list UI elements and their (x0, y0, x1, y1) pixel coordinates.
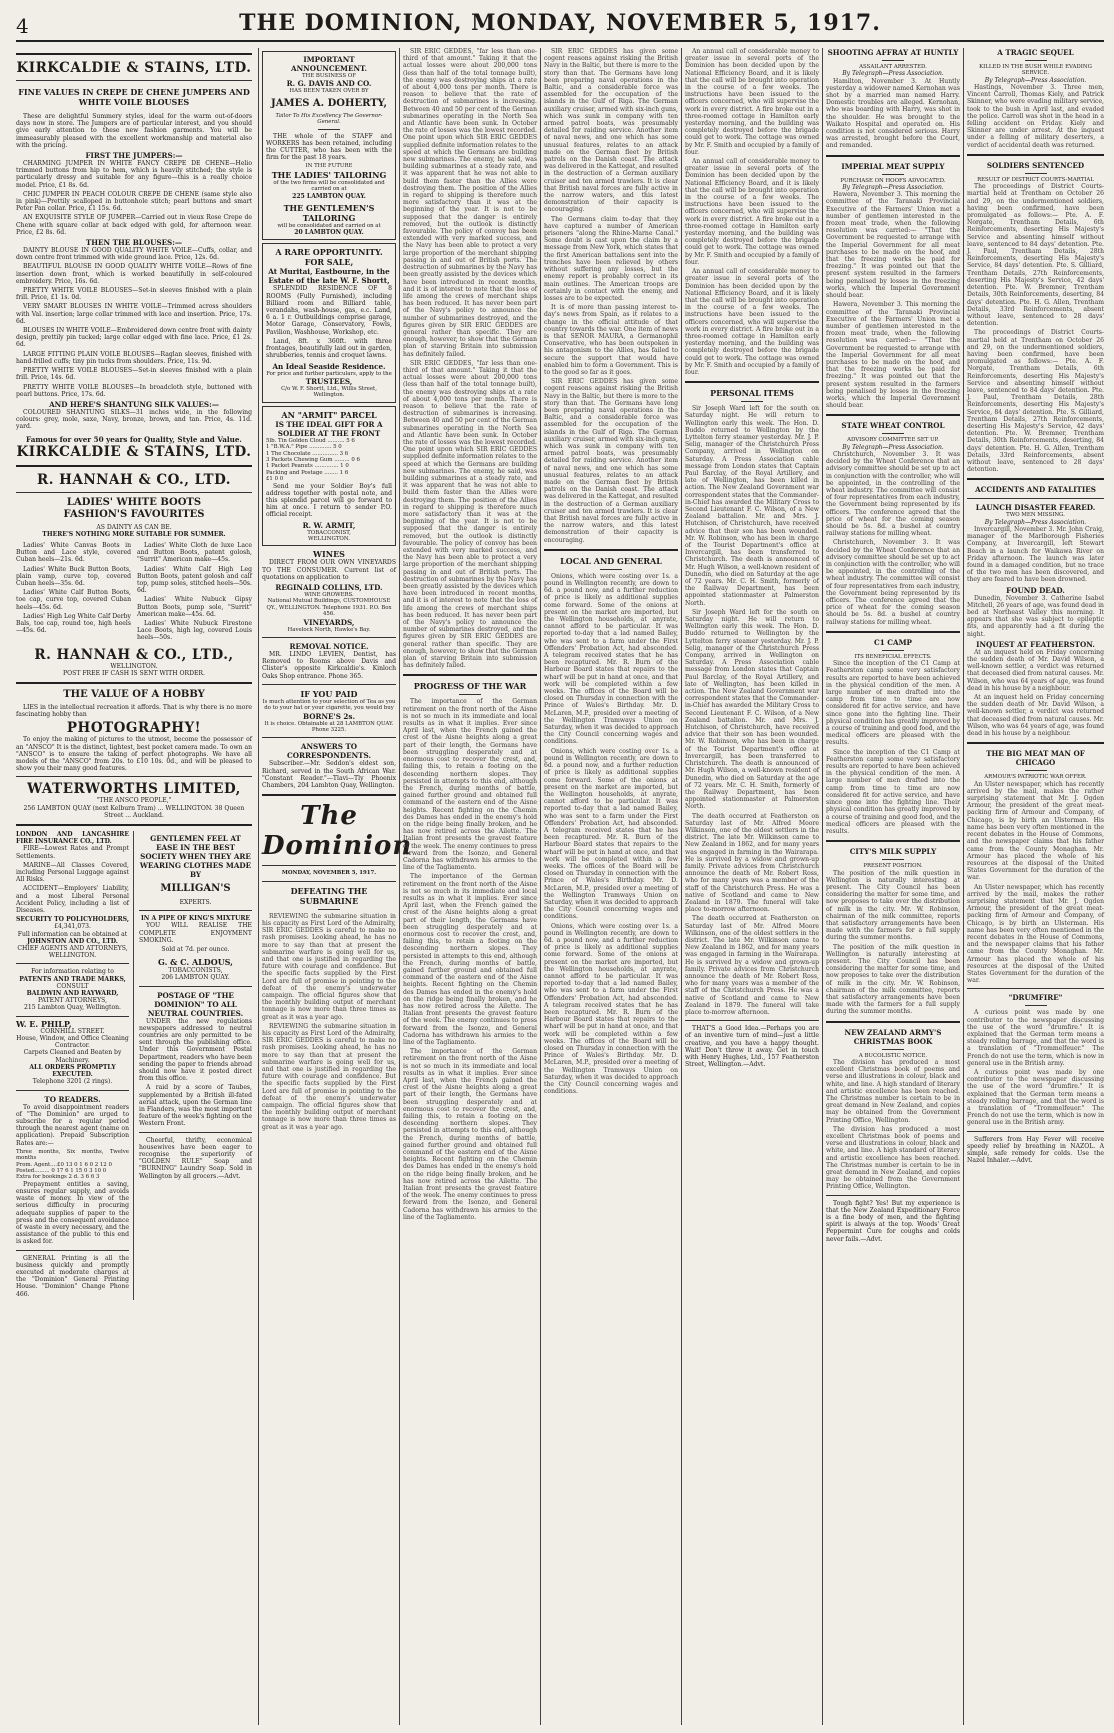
ad-line: National Mutual Buildings, CUSTOMHOUSE QY., WELLINGTON. Telephone 1931. P.O. Box 456. (266, 598, 392, 618)
ad-line: Is much attention to your selection of Tea as you do to your hat or your cigarette, you would buy (262, 698, 396, 712)
editorial-title: DEFEATING THE SUBMARINE (290, 885, 368, 906)
editorial-text: The Germans claim to-day that they have captured a number of American prisoners "along the Rhine-Marne Canal." Some doubt is cast upon the claim by a message from New York, which states that the first American battalions sent into the trenches have been relieved by others without suffering any losses, but the enemy report is probably correct in its main outlines. The American troops are certainly in contact with the enemy, and losses are to be expected. (544, 215, 678, 302)
readers-title: TO READERS. (44, 1094, 101, 1104)
column-rule (963, 48, 964, 1725)
ad-line: THE GENTLEMEN'S TAILORING (283, 202, 375, 223)
news-subtitle: PRESENT POSITION. (863, 863, 923, 870)
news-subtitle: ASSAILANT ARRESTED. (859, 64, 927, 70)
ad-line: 20 LAMBTON QUAY. (294, 229, 364, 237)
ad-waterworths-title: WATERWORTHS LIMITED, (27, 781, 241, 798)
news-subtitle: PURCHASE ON HOOFS ADVOCATED. (840, 177, 946, 184)
ad-item: Ladies' White Nubuck Firestone Lace Boots, high leg, covered Louis heels—50s. (137, 619, 252, 642)
advt-text: Sufferers from Hay Fever will receive speedy relief by breathing in NAZOL. A simple, safe remedy for colds. Use the Nazol Inhaler.—Advt. (967, 1135, 1104, 1165)
ad-line: Tailor To His Excellency The Governor-General. (275, 112, 383, 126)
ad-item: ALL ORDERS PROMPTLY EXECUTED. (29, 1063, 116, 1079)
correspondents-title: ANSWERS TO CORRESPONDENTS. (287, 742, 371, 761)
ad-hannah-footer: R. HANNAH & CO., LTD., (34, 646, 234, 663)
ad-hannah-line: AS DAINTY AS CAN BE. (96, 523, 172, 531)
ad-item: 1 Packet Peanuts .............. 1 0 (266, 463, 349, 470)
news-text: Hawera, November 3. This morning the committee of the Taranaki Provincial Executive of the Farmers' Union met a number of gentlemen interested in the frozen meat trade, when the following resolution was carried:— "That the Government be requested to arrange with the Imperial Government for all meat purchases to be made on the hoof, and that the freezing works be paid for freezing." It was pointed out that the present system resulted in the farmers being penalised by losses in the freezing works, which the Imperial Government should bear. (826, 191, 960, 300)
news-text: Hamilton, November 3. At Huntly yesterday a widower named Kernohan was shot by a married man named Harry. Domestic troubles are alleged. Kernohan, who was boarding with Harry, was shot in the shoulder. He was brought to the Waikato Hospital and operated on. His condition is not considered serious. Harry was arrested, brought before the Court, and remanded. (826, 77, 960, 150)
ad-line: R. G. DAVIS AND CO. (286, 79, 372, 89)
news-byline: By Telegraph—Press Association. (984, 518, 1087, 526)
news-byline: By Telegraph—Press Association. (842, 70, 944, 78)
ad-hobby-text: To enjoy the making of pictures to the utmost, become the possessor of an "ANSCO" It is the distinct, lightest, best pocket camera made. To own an "ANSCO" is to ensure the taking of perfect photographs. We have all models of the "ANSCO" from 20s. to £10 10s. 0d., and will be pleased to show you their many good features. (16, 736, 252, 773)
column-rule (822, 48, 823, 1725)
news-text: Christchurch, November 3. It was decided by the Wheat Conference that an advisory committee should be set up to act in conjunction with the controller, who will be appointed, in the controlling of the wheat industry. The committee will consist of four representatives from each industry, the Government being represented by its officers. The conference agreed that the price of wheat for the coming season should be 5s. 8d. a bushel at country railway stations for milling wheat. (826, 450, 960, 538)
xmas-title: NEW ZEALAND ARMY'S CHRISTMAS BOOK (844, 1027, 942, 1046)
personal-text: The death occurred at Featherston on Saturday last of Mr. Alfred Moore Wilkinson, one of the oldest settlers in the district. The late Mr. Wilkinson came to New Zealand in 1862, and for many years was engaged in farming in the Wairarapa. He is survived by a widow and grown-up family. Private advices from Christchurch announce the death of Mr. Robert Ross, who for many years was a member of the staff of the Christchurch Press. He was a native of Scotland and came to New Zealand in 1879. The funeral will take place to-morrow afternoon. (685, 915, 819, 1016)
ad-hannah-post: POST FREE IF CASH IS SENT WITH ORDER. (63, 669, 205, 677)
local-text: Onions, which were costing over 1s. a pound in Wellington recently, are down to 6d. a pound now, and a further reduction of price is likely as additional supplies come forward. Some of the onions at present on the market are imported, but the Wellington households, at anyrate, cannot afford to be particular. It was reported to-day that a lad named Bailey, who was sent to a farm under the First Offenders' Probation Act, had absconded. A telegram received states that he has been recaptured. Mr. R. Burn of the Harbour Board states that repairs to the wharf will be put in hand at once, and that work will be completed within a few weeks. The offices of the Board will be closed on Thursday in connection with the Prince of Wales's Birthday. Mr. D. McLaren, M.P., presided over a meeting of the Wellington Tramways Union on Saturday, when it was decided to approach the City Council concerning wages and conditions. (544, 572, 678, 746)
ad-text: SPLENDID RESIDENCE OF 8 ROOMS (Fully Furnished), including Billiard room and Billiard table, verandahs, wash-house, gas, e.c. Land, 6 a. 1 r. Outbuildings comprise garage, Motor Garage, Conservatory, Fowls, Pavilion, Washhouse, Workshop, etc. (266, 285, 392, 336)
milk-title: CITY'S MILK SUPPLY (849, 847, 937, 857)
ad-line: REGINALD COLLINS, LTD. (275, 583, 383, 592)
ad-item: DAINTY BLOUSE IN GOOD QUALITY WHITE VOILE—Cuffs, collar, and down centre front trimmed with wide ground lace. Price, 12s. 6d. (16, 247, 252, 262)
advt-text: THAT'S a Good Idea.—Perhaps you are of an inventive turn of mind—just a little creative, and you have a happy thought. Wait! Don't throw it away. Get in touch with Henry Hughes, Ltd., 157 Featherston Street, Wellington.—Advt. (685, 1025, 819, 1069)
ad-hannah-subtitle: FASHION'S FAVOURITES (63, 508, 205, 520)
news-subtitle: INQUEST AT FEATHERSTON. (976, 639, 1095, 649)
news-text: Christchurch, November 3. It was decided by the Wheat Conference that an advisory committee should be set up to act in conjunction with the controller, who will be appointed, in the controlling of the wheat industry. The committee will consist of four representatives from each industry, the Government being represented by its officers. The conference agreed that the price of wheat for the coming season should be 5s. 8d. a bushel at country railway stations for milling wheat. (826, 539, 960, 626)
editorial-text: SIR ERIC GEDDES has given some cogent reasons against risking the British Navy in the Baltic, but there is more to the story than that. The Germans have long been preparing naval operations in the Baltic, and a considerable force was assembled for the occupation of the islands in the Gulf of Riga. The German auxiliary cruiser, armed with six-inch guns, which was sunk in company with ten armed patrol boats, was presumably detailed for raiding service. Another item of naval news, and one which has some unusual features, relates to an attack made on the German fleet by British patrols on the Danish coast. The attack was delivered in the Kattegat, and resulted in the destruction of a German auxiliary cruiser and ten armed trawlers. It is clear that British naval forces are fully active in the narrow waters, and this latest demonstration of their capacity is encouraging. (544, 378, 678, 544)
column-3 (403, 48, 537, 1725)
news-subtitle: ARMOUR'S PATRIOTIC WAR OFFER. (984, 774, 1087, 781)
news-subtitle: RESULT OF DISTRICT COURTS-MARTIAL (977, 176, 1094, 183)
ad-title: REMOVAL NOTICE. (289, 642, 369, 652)
ad-waterworths-sub: "THE ANSCO PEOPLE," (96, 797, 172, 805)
ad-line: TRUSTEES, (305, 376, 353, 386)
chicago-title: THE BIG MEAT MAN OF CHICAGO (986, 749, 1085, 768)
ad-hannah-city: WELLINGTON. (110, 662, 158, 670)
ad-item: Full information can be obtained at (17, 930, 128, 938)
ad-line: will be consolidated and carried on at (277, 222, 381, 229)
ad-philp-title: W. E. PHILP, (16, 1018, 72, 1029)
ad-item: PATENTS AND TRADE MARKS, (19, 975, 126, 983)
news-byline: By Telegraph—Press Association. (842, 443, 944, 451)
news-subtitle: ITS BENEFICIAL EFFECTS. (854, 653, 932, 660)
ad-line: It is choice. Obtainable at 28 LAMBTON QUAY. Phone 3225. (264, 720, 394, 734)
ad-item: Ladies' White Nubuck Gipsy Button Boots, pump sole, "Surrit" American make—45s. 6d. (137, 596, 252, 618)
news-text: Invercargill, November 3. Mr. John Craig, manager of the Marlborough Fisheries Company, at Invercargill, left Stewart Beach in a launch for Waikawa River on Friday afternoon. The launch was later found in a damaged condition, but no trace of the two men has been discovered, and they are feared to have been drowned. (967, 525, 1104, 584)
ad-kirkcaldie-title: KIRKCALDIE & STAINS, LTD. (16, 60, 252, 76)
ad-text: MR. LINDO LEVIEN, Dentist, has Removed to Rooms above Davis and Clister's opposite Kirkcaldie's. Kinloch Oaks Shop entrance. Phone 365. (262, 651, 396, 680)
ad-line: R. W. ARMIT, (302, 520, 356, 530)
news-text: The proceedings of District Courts-martial held at Trentham on October 26 and 29, on the undermentioned soldiers, having been confirmed, have been promulgated as follows:— Pte. A. F. Norgate, Trentham Details, 6th Reinforcements, deserting His Majesty's Service and absenting himself without leave, sentenced to 84 days' detention. Pte. J. Paul, Trentham Details, 28th Reinforcements, deserting His Majesty's Service, 84 days' detention. Pte. S. Gilliard, Trentham Details, 27th Reinforcements, deserting His Majesty's Service, 42 days' detention. Pte. W. Bremner, Trentham Details, 30th Reinforcements, deserting, 84 days' detention. Pte. H. G. Allen, Trentham Details, 33rd Reinforcements, absent without leave, sentenced to 28 days' detention. (967, 183, 1104, 328)
war-text: The importance of the German retirement on the front north of the Aisne is not so much in its immediate and local results as in what it implies. Ever since April last, when the French gained the crest of the Aisne heights along a great part of their length, the Germans have been struggling desperately and at enormous cost to recover the crest, and, failing this, to retain a footing on the descending northern slopes. They persisted in attempts to this end, although the French, during months of battle, gained further ground and obtained full command of the eastern end of the Aisne heights. Recent fighting on the Chemin des Dames has ended in the enemy's hold on the ridge being finally broken, and he has now retired across the Ailette. The Italian front presents the gravest feature of the week. The enemy continues to press forward from the Isonzo, and General Cadorna has withdrawn his armies to the line of the Tagliamento. (403, 1048, 537, 1221)
meat-title: IMPERIAL MEAT SUPPLY (841, 161, 945, 171)
accidents-title: ACCIDENTS AND FATALITIES (975, 485, 1096, 495)
ad-line: HAS BEEN TAKEN OVER BY (289, 88, 369, 95)
personal-title: PERSONAL ITEMS (710, 388, 794, 399)
news-byline: By Telegraph—Press Association. (984, 76, 1087, 84)
ad-kirkcaldie-subtitle: FINE VALUES IN CREPE DE CHENE JUMPERS AND WHITE VOILE BLOUSES (18, 87, 250, 107)
ad-title: A RARE OPPORTUNITY. (275, 247, 383, 258)
ad-line: IN THE FUTURE (305, 163, 353, 170)
tragic-title: A TRAGIC SEQUEL (997, 48, 1074, 57)
war-text: The importance of the German retirement on the front north of the Aisne is not so much in its immediate and local results as in what it implies. Ever since April last, when the French gained the crest of the Aisne heights along a great part of their length, the Germans have been struggling desperately and at enormous cost to recover the crest, and, failing this, to retain a footing on the descending northern slopes. They persisted in attempts to this end, although the French, during months of battle, gained further ground and obtained full command of the eastern end of the Aisne heights. Recent fighting on the Chemin des Dames has ended in the enemy's hold on the ridge being finally broken, and he has now retired across the Ailette. The Italian front presents the gravest feature of the week. The enemy continues to press forward from the Isonzo, and General Cadorna has withdrawn his armies to the line of the Tagliamento. (403, 698, 537, 872)
news-text: An Ulster newspaper, which has recently arrived by the mail, makes the rather surprising statement that Mr. J. Ogden Armour, the president of the great meat-packing firm of Armour and Company, of Chicago, is by birth an Ulsterman. His name has been very often mentioned in the recent debates in the House of Commons, and the newspaper claims that his father came from the County Monaghan. Mr. Armour has placed the whole of his resources at the disposal of the United States Government for the duration of the war. (967, 883, 1104, 985)
general-printing: GENERAL Printing is all the business quickly and promptly executed at moderate charges at the "Dominion" General Printing House. "Dominion" Change Phone 466. (16, 1254, 129, 1298)
masthead-title: THE DOMINION, MONDAY, NOVEMBER 5, 1917. (239, 10, 881, 36)
column-rule (681, 48, 682, 1725)
camp-title: C1 CAMP (874, 637, 912, 647)
ad-line: THE BUSINESS OF (301, 73, 357, 79)
ad-item: ACCIDENT—Employers' Liability, and a most Liberal Personal Accident Policy, including a list of Diseases. (16, 885, 129, 915)
ad-title: AN "ARMIT" PARCEL (281, 409, 377, 420)
editorial-date: MONDAY, NOVEMBER 5, 1917. (281, 870, 377, 877)
ad-kirkcaldie-heading: AND HERE'S SHANTUNG SILK VALUES:— (49, 399, 219, 409)
news-subtitle: FOUND DEAD. (1006, 585, 1065, 595)
ad-text: DIRECT FROM OUR OWN VINEYARDS TO THE CONSUMER. Current list of quotations on application to (262, 559, 396, 581)
ad-hannah-list (16, 542, 252, 644)
ad-line: TOBACCONIST, (307, 529, 351, 536)
ad-line: WELLINGTON. (308, 535, 350, 542)
personal-text: Sir Joseph Ward left for the south on Saturday night. He will return to Wellington early this week. The Hon. D. Buddo returned to Wellington by the Lyttelton ferry steamer yesterday. Mr. J. P. Selig, manager of the Christchurch Press Company, arrived in Wellington on Saturday. A Press Association cable message from London states that Captain Paul Barclay, of the Royal Artillery, and late of Wellington, has been killed in action. The New Zealand Government war correspondent states that the Commander-in-Chief has awarded the Military Cross to Second Lieutenant F. C. Wilson, of a New Zealand battalion. Mr. and Mrs. J. Hutchison, of Christchurch, have received advice that their son has been wounded. Mr. W. Robinson, who has been in charge of the Tourist Department's office at Invercargill, has been transferred to Christchurch. The death is announced of Mr. Hugh Wilson, a well-known resident of Dunedin, who died on Saturday at the age of 72 years. Mr. C. H. Smith, formerly of the Railway Department, has been appointed stationmaster at Palmerston North. (685, 608, 819, 811)
ad-line: C/o W. F. Shortt, Ltd., Willis Street, Wellington. (281, 385, 377, 399)
local-text: An annual call of considerable money to greater issue in several ports of the Dominion has been decided upon by the National Efficiency Board, and it is likely that the call will be brought into operation in the course of a few weeks. The instructions have been issued to the officers concerned, who will supervise the work in every district. A fire broke out in a three-roomed cottage in Hamilton early yesterday morning, and the building was completely destroyed before the brigade could get to work. The cottage was owned by Mr. F. Smith and occupied by a family of four. (685, 158, 819, 266)
ad-item: BEAUTIFUL BLOUSE IN GOOD QUALITY WHITE VOILE—Rows of fine insertion down front, which is worked beautifully in self-coloured embroidery. Price, 16s. 6d. (16, 263, 252, 285)
rates-row: Extra for bookings 2 d. 3 6 6 3 (16, 1174, 100, 1181)
ad-item: LARGE FITTING PLAIN VOILE BLOUSES—Raglan sleeves, finished with hand-frilled cuffs; tiny pin tucks from shoulders. Price, 11s. 9d. (16, 350, 252, 365)
column-rule (540, 48, 541, 1725)
ad-text: Send me your Soldier Boy's full address together with postal note, and this splendid parcel will go forward to him at once. I return to sender P.O. official receipt. (266, 482, 392, 519)
editorial-text: SIR ERIC GEDDES, "far less than one-third of that amount." Taking it that the actual losses were about 200,000 tons (less than half of the total tonnage built), the enemy was destroying ships at a rate of about 4,000 tons per month. There is reason to believe that the rate of destruction of submarines is increasing. Between 40 and 50 per cent of the German submarines operating in the North Sea and Atlantic have been sunk. In October the rate of losses was the lowest recorded. One point upon which SIR ERIC GEDDES supplied definite information relates to the speed at which the Germans are building new submarines. The enemy, he said, was building submarines at a steady rate, and it was apparent that he was not able to build them faster than the Allies were destroying them. The position of the Allies in regard to shipping is therefore much more satisfactory than it was at the beginning of the year. It is not to be supposed that the danger is entirely removed, but the outlook is distinctly favourable. The policy of convoy has been extended with very marked success, and the Navy has been able to protect a very large proportion of the merchant shipping passing in and out of British ports. The destruction of submarines by the Navy has been greatly assisted by the devices which have been introduced in recent months, and it is of interest to note that the loss of life among the crews of merchant ships has been reduced. It has never been part of the Navy's policy to announce the number of submarines destroyed, and the figures given by SIR ERIC GEDDES are general rather than specific. They are enough, however, to show that the German plan of starving Britain into submission has definitely failed. (403, 359, 537, 670)
local-text: An annual call of considerable money to greater issue in several ports of the Dominion has been decided upon by the National Efficiency Board, and it is likely that the call will be brought into operation in the course of a few weeks. The instructions have been issued to the officers concerned, who will supervise the work in every district. A fire broke out in a three-roomed cottage in Hamilton early yesterday morning, and the building was completely destroyed before the brigade could get to work. The cottage was owned by Mr. F. Smith and occupied by a family of four. (685, 48, 819, 156)
ad-kirkcaldie-footer: KIRKCALDIE & STAINS, LTD. (16, 443, 252, 460)
ad-kirkcaldie-heading: FIRST THE JUMPERS:— (85, 151, 183, 161)
column-rule (258, 48, 259, 1725)
editorial-text: REVIEWING the submarine situation in his capacity as First Lord of the Admiralty, SIR ERIC GEDDES is careful to make no rash promises. Looking ahead, he has no more to say than that at present the submarine warfare is going well for us, and that one is justified in regarding the future with courage and confidence. But the specific facts supplied by the First Lord are full of promise in pointing to the defeat of the enemy's underwater campaign. The official figures show that the monthly building output of merchant tonnage is now more than three times as great as it was a year ago. (262, 912, 396, 1021)
ad-insurance-title: LONDON AND LANCASHIRE FIRE INSURANCE CO., LTD. (16, 831, 129, 846)
ad-item: Ladies' White Calf Button Boots, toe cap, curve top, covered Cuban heels—45s. 6d. (16, 589, 131, 611)
column-5 (685, 48, 819, 1725)
ad-item: BALDWIN AND RAYWARD, (26, 990, 119, 998)
ad-armit (262, 406, 396, 547)
ad-hannah-subtitle: LADIES' WHITE BOOTS (66, 496, 202, 508)
news-text: An Ulster newspaper, which has recently arrived by the mail, makes the rather surprising statement that Mr. J. Ogden Armour, the president of the great meat-packing firm of Armour and Company, of Chicago, is by birth an Ulsterman. His name has been very often mentioned in the recent debates in the House of Commons, and the newspaper claims that his father came from the County Monaghan. Mr. Armour has placed the whole of his resources at the disposal of the United States Government for the duration of the war. (967, 780, 1104, 882)
news-text: Since the inception of the C1 Camp at Featherston camp some very satisfactory results are reported to have been achieved in the physical condition of the men. A large number of men drafted into the camp from time to time are now considered fit for active service, and have since gone into the fighting line. Their physical condition has greatly improved by a course of training and good food, and the medical officers are pleased with the results. (826, 660, 960, 747)
local-title: LOCAL AND GENERAL (560, 555, 662, 566)
ad-item: MARINE—All Classes Covered, including Personal Luggage against All Risks. (16, 861, 129, 884)
advt-text: Tough fight? Yes! But my experience is that the New Zealand Expeditionary Force is a fine body of men, and the fighting spirit is always at the top. Woods' Great Peppermint Cure for coughs and colds never fails.—Advt. (826, 1199, 960, 1243)
ad-item: CHIEF AGENTS AND ATTORNEYS, (17, 945, 128, 953)
ad-line: IS THE IDEAL GIFT FOR A SOLDIER AT THE FRONT (275, 419, 383, 438)
ad-item: Ladies' White Calf High Leg Button Boots, patent golosh and calf top, pump soles, stitched heels—50s. 6d. (137, 565, 252, 595)
ad-item: PRETTY WHITE VOILE BLOUSES—In broadcloth style, buttoned with pearl buttons. Price, 17s. 6d. (16, 383, 252, 398)
editorial-text: SIR ERIC GEDDES, "far less than one-third of that amount." Taking it that the actual losses were about 200,000 tons (less than half of the total tonnage built), the enemy was destroying ships at a rate of about 4,000 tons per month. There is reason to believe that the rate of destruction of submarines is increasing. Between 40 and 50 per cent of the German submarines operating in the North Sea and Atlantic have been sunk. In October the rate of losses was the lowest recorded. One point upon which SIR ERIC GEDDES supplied definite information relates to the speed at which the Germans are building new submarines. The enemy, he said, was building submarines at a steady rate, and it was apparent that he was not able to build them faster than the Allies were destroying them. The position of the Allies in regard to shipping is therefore much more satisfactory than it was at the beginning of the year. It is not to be supposed that the danger is entirely removed, but the outlook is distinctly favourable. The policy of convoy has been extended with very marked success, and the Navy has been able to protect a very large proportion of the merchant shipping passing in and out of British ports. The destruction of submarines by the Navy has been greatly assisted by the devices which have been introduced in recent months, and it is of interest to note that the loss of life among the crews of merchant ships has been reduced. It has never been part of the Navy's policy to announce the number of submarines destroyed, and the figures given by SIR ERIC GEDDES are general rather than specific. They are enough, however, to show that the German plan of starving Britain into submission has definitely failed. (403, 48, 537, 358)
local-text: Onions, which were costing over 1s. a pound in Wellington recently, are down to 6d. a pound now, and a further reduction of price is likely as additional supplies come forward. Some of the onions at present on the market are imported, but the Wellington households, at anyrate, cannot afford to be particular. It was reported to-day that a lad named Bailey, who was sent to a farm under the First Offenders' Probation Act, had absconded. A telegram received states that he has been recaptured. Mr. R. Burn of the Harbour Board states that repairs to the wharf will be put in hand at once, and that work will be completed within a few weeks. The offices of the Board will be closed on Thursday in connection with the Prince of Wales's Birthday. Mr. D. McLaren, M.P., presided over a meeting of the Wellington Tramways Union on Saturday, when it was decided to approach the City Council concerning wages and conditions. (544, 922, 678, 1096)
ad-line: For price and further particulars, apply to the (266, 370, 392, 377)
ad-doherty-name: JAMES A. DOHERTY, (271, 97, 387, 109)
ad-item: CONSULT (56, 982, 89, 990)
ad-doherty-title: IMPORTANT ANNOUNCEMENT. (291, 55, 367, 73)
rates-row: Three months, Six months, Twelve months (16, 1148, 129, 1162)
ad-item: PRETTY WHITE VOILE BLOUSES—Set-in sleeves finished with a plain frill. Price, 14s. 6d. (16, 367, 252, 382)
ad-item: Ladies' High Leg White Calf Derby Bals, toe cap, round toe, high heels—45s. 6d. (16, 612, 131, 635)
ad-hannah-line: THERE'S NOTHING MORE SUITABLE FOR SUMMER. (42, 530, 226, 538)
column-rule (399, 48, 400, 1725)
ad-text: Land, 8ft. x 360ft. with three frontages, beautifully laid out in garden, shrubberies, tennis and croquet lawns. (266, 337, 392, 360)
news-text: A curious point was made by one contributor to the newspaper discussing the use of the word "drumfire." It is explained that the German term means a steady rolling barrage, and that the word is a translation of "Trommelfeuer." The French do not use the term, which is now in general use in the British army. (967, 1009, 1104, 1067)
ad-line: VINEYARDS, (303, 617, 355, 627)
editorial-text: REVIEWING the submarine situation in his capacity as First Lord of the Admiralty, SIR ERIC GEDDES is careful to make no rash promises. Looking ahead, he has no more to say than that at present the submarine warfare is going well for us, and that one is justified in regarding the future with courage and confidence. But the specific facts supplied by the First Lord are full of promise in pointing to the defeat of the enemy's underwater campaign. The official figures show that the monthly building output of merchant tonnage is now more than three times as great as it was a year ago. (262, 1022, 396, 1131)
local-text: Onions, which were costing over 1s. a pound in Wellington recently, are down to 6d. a pound now, and a further reduction of price is likely as additional supplies come forward. Some of the onions at present on the market are imported, but the Wellington households, at anyrate, cannot afford to be particular. It was reported to-day that a lad named Bailey, who was sent to a farm under the First Offenders' Probation Act, had absconded. A telegram received states that he has been recaptured. Mr. R. Burn of the Harbour Board states that repairs to the wharf will be put in hand at once, and that work will be completed within a few weeks. The offices of the Board will be closed on Thursday in connection with the Prince of Wales's Birthday. Mr. D. McLaren, M.P., presided over a meeting of the Wellington Tramways Union on Saturday, when it was decided to approach the City Council concerning wages and conditions. (544, 747, 678, 921)
column-4 (544, 48, 678, 1725)
news-subtitle: KILLED IN THE BUSH WHILE EVADING SERVICE. (979, 64, 1092, 77)
personal-text: The death occurred at Featherston on Saturday last of Mr. Alfred Moore Wilkinson, one of the oldest settlers in the district. The late Mr. Wilkinson came to New Zealand in 1862, and for many years was engaged in farming in the Wairarapa. He is survived by a widow and grown-up family. Private advices from Christchurch announce the death of Mr. Robert Ross, who for many years was a member of the staff of the Christchurch Press. He was a native of Scotland and came to New Zealand in 1879. The funeral will take place to-morrow afternoon. (685, 812, 819, 914)
rates-row: Posted......... 0 17 6 1 15 0 3 10 0 (16, 1167, 107, 1174)
news-text: Hastings, November 3. Three men, Vincent Carroll, Thomas Kiely, and Patrick Skinner, who were evading military service, took to the bush in April last, and evaded the police. Carroll was shot in the head in a felling accident on Friday. Kiely and Skinner are under arrest. At the inquest under a felling of military deserters, a verdict of accidental death was returned. (967, 84, 1104, 149)
ad-item: Telephone 3201 (2 rings). (32, 1078, 113, 1086)
news-text: Dunedin, November 3. Catherine Isabel Mitchell, 26 years of age, was found dead in bed at Northeast Valley this morning. It appears that she was subject to epileptic fits, and apparently had a fit during the night. (967, 594, 1104, 638)
news-subtitle: A BUCOLISTIC NOTICE. (858, 1052, 928, 1059)
ad-line: WINE GROWERS. (304, 592, 354, 598)
news-text: At an inquest held on Friday concerning the sudden death of Mr. David Wilson, a well-known settler, a verdict was returned that deceased died from natural causes. Mr. Wilson, who was 64 years of age, was found dead in his house by a neighbour. (967, 648, 1104, 692)
column-6 (826, 48, 960, 1725)
ad-hobby-title: THE VALUE OF A HOBBY (63, 688, 205, 700)
local-text: An annual call of considerable money to greater issue in several ports of the Dominion has been decided upon by the National Efficiency Board, and it is likely that the call will be brought into operation in the course of a few weeks. The instructions have been issued to the officers concerned, who will supervise the work in every district. A fire broke out in a three-roomed cottage in Hamilton early yesterday morning, and the building was completely destroyed before the brigade could get to work. The cottage was owned by Mr. F. Smith and occupied by a family of four. (685, 268, 819, 376)
ad-item: Packing and Postage ........ 1 6 (266, 469, 349, 476)
ad-item: Carpets Cleaned and Beaten by Machinery. (23, 1049, 122, 1064)
ad-item: PATENT ATTORNEYS, (37, 997, 108, 1005)
news-text: Hawera, November 3. This morning the committee of the Taranaki Provincial Executive of the Farmers' Union met a number of gentlemen interested in the frozen meat trade, when the following resolution was carried:— "That the Government be requested to arrange with the Imperial Government for all meat purchases to be made on the hoof, and that the freezing works be paid for freezing." It was pointed out that the present system resulted in the farmers being penalised by losses in the freezing works, which the Imperial Government should bear. (826, 301, 960, 410)
news-subtitle: TWO MEN MISSING. (1006, 512, 1065, 519)
ad-item: 215 Lambton Quay, Wellington. (24, 1004, 121, 1012)
ad-rare-opportunity (262, 243, 396, 402)
column-7 (967, 48, 1104, 1725)
editorial-text: SIR ERIC GEDDES has given some cogent reasons against risking the British Navy in the Baltic, but there is more to the story than that. The Germans have long been preparing naval operations in the Baltic, and a considerable force was assembled for the occupation of the islands in the Gulf of Riga. The German auxiliary cruiser, armed with six-inch guns, which was sunk in company with ten armed patrol boats, was presumably detailed for raiding service. Another item of naval news, and one which has some unusual features, relates to an attack made on the German fleet by British patrols on the Danish coast. The attack was delivered in the Kattegat, and resulted in the destruction of a German auxiliary cruiser and ten armed trawlers. It is clear that British naval forces are fully active in the narrow waters, and this latest demonstration of their capacity is encouraging. (544, 48, 678, 214)
ad-line: BORNE'S 2s. (303, 711, 355, 721)
news-text: The proceedings of District Courts-martial held at Trentham on October 26 and 29, on the undermentioned soldiers, having been confirmed, have been promulgated as follows:— Pte. A. F. Norgate, Trentham Details, 6th Reinforcements, deserting His Majesty's Service and absenting himself without leave, sentenced to 84 days' detention. Pte. J. Paul, Trentham Details, 28th Reinforcements, deserting His Majesty's Service, 84 days' detention. Pte. S. Gilliard, Trentham Details, 27th Reinforcements, deserting His Majesty's Service, 42 days' detention. Pte. W. Bremner, Trentham Details, 30th Reinforcements, deserting, 84 days' detention. Pte. H. G. Allen, Trentham Details, 33rd Reinforcements, absent without leave, sentenced to 28 days' detention. (967, 329, 1104, 474)
column-2 (262, 48, 413, 1725)
ad-item: SECURITY TO POLICYHOLDERS, (16, 916, 129, 924)
ad-item: BLOUSES IN WHITE VOILE—Embroidered down centre front with dainty design, prettily pin tucked; large collar edged with fine lace. Price, £1 2s. 6d. (16, 327, 252, 349)
ad-title: IF YOU PAID (300, 688, 358, 699)
news-subtitle: LAUNCH DISASTER FEARED. (975, 503, 1096, 513)
news-text: A curious point was made by one contributor to the newspaper discussing the use of the word "drumfire." It is explained that the German term means a steady rolling barrage, and that the word is a translation of "Trommelfeuer." The French do not use the term, which is now in general use in the British army. (967, 1068, 1104, 1127)
ad-item: For information relating to (31, 968, 114, 976)
ad-item: Ladies' White Canvas Boots in Button and Lace style, covered Cuban heels—21s. 6d. (16, 541, 131, 564)
rates-row: Prom. Agent....£0 13 0 1 6 0 2 12 0 (16, 1161, 112, 1168)
ad-kirkcaldie-heading: THEN THE BLOUSES:— (85, 238, 183, 248)
ad-item: 1 "B.W.A." Pipe ............. 5 0 (266, 444, 342, 451)
news-text: The position of the milk question in Wellington is naturally interesting at present. The City Council has been considering the matter for some time, and now proposes to take over the distribution of milk in the city. Mr. W. Robinson, chairman of the milk committee, reports that satisfactory arrangements have been made with the farmers for a full supply during the summer months. (826, 869, 960, 942)
ad-kirkcaldie-tagline: Famous for over 50 years for Quality, Style and Value. (26, 434, 242, 444)
ad-item: VERY SMART BLOUSES IN WHITE VOILE—Trimmed across shoulders with Val. insertion; large collar trimmed with lace and insertion. Price, 17s. 6d. (16, 303, 252, 325)
news-text: At an inquest held on Friday concerning the sudden death of Mr. David Wilson, a well-known settler, a verdict was returned that deceased died from natural causes. Mr. Wilson, who was 64 years of age, was found dead in his house by a neighbour. (967, 694, 1104, 738)
ad-kirkcaldie-intro: These are delightful Summery styles, ideal for the warm out-of-doors days now in store. The Jumpers are of particular interest, and you should give early attention to these new fashion garments. You will be immeasurably pleased with the excellent workmanship and material also with the pricing. (16, 113, 252, 149)
ad-item: House, Window, and Office Cleaning Contractor. (16, 1035, 129, 1050)
ad-line: of the two firms will be consolidated and carried on at (273, 179, 385, 193)
ad-item: 5lb. Tin Golden Cloud .......... 5 6 (266, 437, 355, 444)
ad-item: COLOURED SHANTUNG SILKS—31 inches wide, in the following colours: grey, mole, saxe, Navy, bronze, brown, and tan. Price, 4s. 11d. yard. (16, 408, 252, 431)
wheat-title: STATE WHEAT CONTROL (841, 421, 945, 431)
ad-item: Ladies' White Cloth de luxe Lace and Button Boots, patent golosh, "Surrit" American make—45s. (137, 541, 252, 564)
personal-text: Sir Joseph Ward left for the south on Saturday night. He will return to Wellington early this week. The Hon. D. Buddo returned to Wellington by the Lyttelton ferry steamer yesterday. Mr. J. P. Selig, manager of the Christchurch Press Company, arrived in Wellington on Saturday. A Press Association cable message from London states that Captain Paul Barclay, of the Royal Artillery, and late of Wellington, has been killed in action. The New Zealand Government war correspondent states that the Commander-in-Chief has awarded the Military Cross to Second Lieutenant F. C. Wilson, of a New Zealand battalion. Mr. and Mrs. J. Hutchison, of Christchurch, have received advice that their son has been wounded. Mr. W. Robinson, who has been in charge of the Tourist Department's office at Invercargill, has been transferred to Christchurch. The death is announced of Mr. Hugh Wilson, a well-known resident of Dunedin, who died on Saturday at the age of 72 years. Mr. C. H. Smith, formerly of the Railway Department, has been appointed stationmaster at Palmerston North. (685, 405, 819, 607)
ad-line: Havelock North, Hawke's Bay. (287, 626, 371, 633)
ad-hobby-intro: LIES in the intellectual recreation it affords. That is why there is no more fascinating hobby than (16, 703, 252, 719)
ad-doherty (262, 51, 396, 240)
ad-item: CHARMING JUMPER IN WHITE FANCY CREPE DE CHENE—Helio trimmed buttons from hip to hem, which is heavily stitched; the style is particularly dressy and suitable for any figure—this is a really choice model. Price, £1 8s. 6d. (16, 160, 252, 189)
dominion-masthead: The Dominion (262, 801, 413, 862)
news-subtitle: ADVISORY COMMITTEE SET UP. (847, 437, 939, 444)
page-number: 4 (16, 14, 29, 38)
correspondents-text: Subscriber.—Mr. Seddon's eldest son, Richard, served in the South African War. "Constant Reader."—Tlavi—Tly Phoenix Chambers, 204 Lambton Quay, Wellington. (262, 760, 396, 790)
ad-item: WELLINGTON. (48, 952, 97, 960)
ad-waterworths-address: 256 LAMBTON QUAY (next Kelburn Tram) ... WELLINGTON. 38 Queen Street ... Auckland. (23, 804, 245, 819)
editorial-text: It is of more than passing interest to-day's news from Spain, as it relates to a change in the official attitude of that country towards the war. One item of news is that SEÑOR MAURA, a Germanophil Conservative, who has been outspoken in his antagonism to the Allies, has failed to secure the support that would have enabled him to form a Government. This is to the good so far as it goes. (544, 304, 678, 376)
ad-line: FOR SALE, (304, 257, 354, 268)
ad-title: WINES (313, 549, 345, 560)
ad-item: CHIC JUMPER IN PEACH COLOUR CREPE DE CHENE (same style also in pink)—Prettily scalloped in buttonhole stitch; pearl buttons and smart Peter Pan collar. Price, £1 15s. 6d. (16, 190, 252, 213)
ad-item: £4,341,073. (54, 923, 91, 931)
readers-text: To avoid disappointment readers of "The Dominion" are urged to subscribe for a regular period through the nearest agent (name on application). Prepaid Subscription Rates are:— (16, 1103, 129, 1147)
ad-item: CORNHILL STREET. (40, 1027, 105, 1035)
ad-hannah-title: R. HANNAH & CO., LTD. (36, 471, 232, 488)
drumfire-title: "DRUMFIRE" (1008, 993, 1063, 1003)
war-title: PROGRESS OF THE WAR (413, 681, 527, 692)
ad-item: £1 0 0 (266, 476, 284, 483)
masthead (16, 6, 1104, 42)
ad-item: 3 Packets Chewing Gum ......... 0 6 (266, 456, 360, 463)
ad-item: Ladies' White Buck Button Boots, plain vamp, curve top, covered Cuban heels—35s. 6d. (16, 565, 131, 587)
ad-item: FIRE—Lowest Rates and Prompt Settlements. (16, 845, 129, 860)
readers-text: Prepayment entitles a saving, ensures regular supply, and avoids waste of money. In view of the serious difficulty in procuring adequate supplies of paper to the press and the consequent avoidance of waste in every necessary, and the assistance of the public to this end is asked for. (16, 1180, 129, 1246)
ad-item: AN EXQUISITE STYLE OF JUMPER—Carried out in vieux Rose Crepe de Chene with square collar at back edged with gold, for afternoon wear. Price, £2 8s. 6d. (16, 214, 252, 236)
ad-text: THE whole of the STAFF and WORKERS has been retained, including the CUTTER, who has been with the firm for the past 18 years. (266, 132, 392, 162)
ad-item: PRETTY WHITE VOILE BLOUSES—Set-in sleeves finished with a plain frill. Price, £1 1s. 0d. (16, 287, 252, 302)
news-text: The position of the milk question in Wellington is naturally interesting at present. The City Council has been considering the matter for some time, and now proposes to take over the distribution of milk in the city. Mr. W. Robinson, chairman of the milk committee, reports that satisfactory arrangements have been made with the farmers for a full supply during the summer months. (826, 943, 960, 1016)
news-text: Since the inception of the C1 Camp at Featherston camp some very satisfactory results are reported to have been achieved in the physical condition of the men. A large number of men drafted into the camp from time to time are now considered fit for active service, and have since gone into the fighting line. Their physical condition has greatly improved by a course of training and good food, and the medical officers are pleased with the results. (826, 748, 960, 835)
ad-line: THE LADIES' TAILORING (271, 169, 387, 180)
ad-item: JOHNSTON AND CO., LTD. (27, 937, 118, 945)
ad-item: 1 The Chocolate ............... 3 6 (266, 450, 349, 457)
ad-hobby-photography: PHOTOGRAPHY! (66, 720, 202, 737)
ad-line: An Ideal Seaside Residence. (272, 361, 386, 371)
news-text: The division has produced a most excellent Christmas book of poems and verse and illustrations in colour, black and white, and line. A high standard of literary and artistic excellence has been reached. The Christmas number is certain to be in great demand in New Zealand, and copies may be obtained from the Government Printing Office, Wellington. (826, 1058, 960, 1124)
ad-line: 225 LAMBTON QUAY. (292, 192, 366, 200)
war-text: The importance of the German retirement on the front north of the Aisne is not so much in its immediate and local results as in what it implies. Ever since April last, when the French gained the crest of the Aisne heights along a great part of their length, the Germans have been struggling desperately and at enormous cost to recover the crest, and, failing this, to retain a footing on the descending northern slopes. They persisted in attempts to this end, although the French, during months of battle, gained further ground and obtained full command of the eastern end of the Aisne heights. Recent fighting on the Chemin des Dames has ended in the enemy's hold on the ridge being finally broken, and he has now retired across the Ailette. The Italian front presents the gravest feature of the week. The enemy continues to press forward from the Isonzo, and General Cadorna has withdrawn his armies to the line of the Tagliamento. (403, 873, 537, 1047)
column-1 (16, 48, 252, 1725)
shooting-title: SHOOTING AFFRAY AT HUNTLY (827, 48, 959, 57)
small-ads-block: LONDON AND LANCASHIRE FIRE INSURANCE CO., LTD. FIRE—Lowest Rates and Prompt Settlements. MARINE—All Classes Covered, including Personal Luggage against All Risks. ACCIDENT—Employers' Liability, and a most Liberal Personal Accident Policy, including a list of Diseases. SECURITY TO POLICYHOLDERS, £4,341,073. Full information can be obtained at JOHNSTON AND CO., LTD. CHIEF AGENTS AND ATTORNEYS, WELLINGTON. For information relating to PATENTS AND TRADE MARKS, CONSULT BALDWIN AND RAYWARD, PATENT ATTORNEYS, 215 Lambton Quay, Wellington. W. E. PHILP, CORNHILL STREET. House, Window, and Office Cleaning Contractor. Carpets Cleaned and Beaten by Machinery. ALL ORDERS PROMPTLY EXECUTED. Telephone 3201 (2 rings). TO READERS. To avoid disappointment readers of "The Dominion" are urged to subscribe for a regular period through the nearest agent (name on application). Prepaid Subscription Rates are:— Three months, Six months, Twelve months Prom. Agent....£0 13 0 1 6 0 2 12 0 Posted......... 0 17 6 1 15 0 3 10 0 Extra for bookings 2 d. 3 6 6 3 Prepayment entitles a saving, ensures regular supply, and avoids waste of money. In view of the serious difficulty in procuring adequate supplies of paper to the press and the consequent avoidance of waste in every necessary, and the assistance of the public to this end is asked for. GENERAL Printing is all the business quickly and promptly executed at moderate charges at the "Dominion" General Printing House. "Dominion" Change Phone 466. GENTLEMEN FEEL AT EASE IN THE BEST SOCIETY WHEN THEY ARE WEARING CLOTHES MADE BY MILLIGAN'S EXPERTS. IN A PIPE OF KING'S MIXTURE YOU WILL REALISE THE COMPLETE ENJOYMENT SMOKING. Sold at 7d. per ounce. G. & C. ALDOUS, TOBACCONISTS, 206 LAMBTON QUAY. POSTAGE OF "THE DOMINION" TO ALL NEUTRAL COUNTRIES. UNDER the new regulations newspapers addressed to neutral countries are only permitted to be sent through the publishing office. Under this Government Postal Department, readers who have been sending the paper to friends abroad should now have it posted direct from this office. A raid by a score of Taubes, supplemented by a British ill-fated aerial attack, upon the German line in Flanders, was the most important feature of the week's fighting on the Western Front. Cheerful, thrifty, economical housewives have been eager to recognise the superiority of "GOLDEN RULE" Soap and "BURNING" Laundry Soap. Sold in Wellington by all grocers.—Advt. (16, 831, 252, 1300)
news-byline: By Telegraph—Press Association. (842, 184, 944, 192)
soldiers-title: SOLDIERS SENTENCED (986, 160, 1085, 170)
news-text: The division has produced a most excellent Christmas book of poems and verse and illustrations in colour, black and white, and line. A high standard of literary and artistic excellence has been reached. The Christmas number is certain to be in great demand in New Zealand, and copies may be obtained from the Government Printing Office, Wellington. (826, 1125, 960, 1191)
ad-line: At Muritai, Eastbourne, in the Estate of the late W. F. Shortt, (268, 267, 390, 286)
